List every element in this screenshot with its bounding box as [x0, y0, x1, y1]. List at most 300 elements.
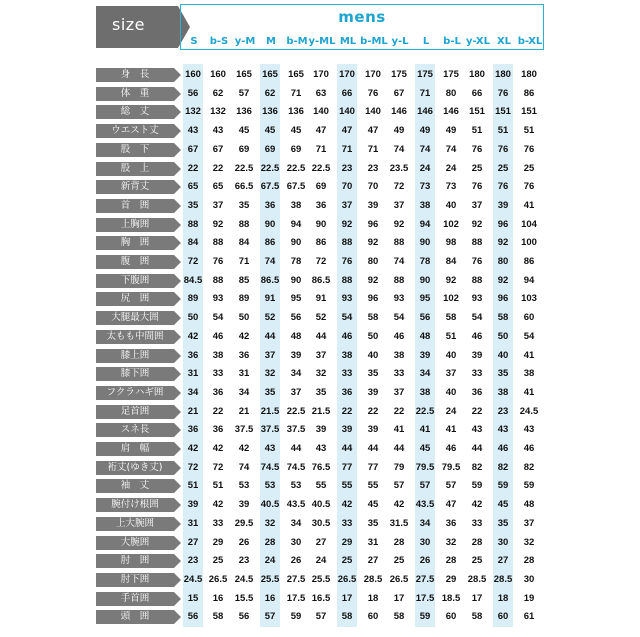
table-cell: 60: [523, 312, 535, 324]
row-label-text: 袖 丈: [120, 480, 150, 492]
table-cell: 45: [367, 499, 379, 511]
table-cell: 65: [187, 181, 199, 193]
table-cell: 45: [290, 125, 302, 137]
table-cell: 72: [212, 461, 224, 473]
table-cell: 175: [443, 69, 459, 80]
table-cell: 31: [367, 536, 379, 548]
size-label: size: [112, 15, 146, 34]
table-cell: 92: [367, 274, 379, 286]
table-cell: 76: [497, 181, 509, 193]
table-cell: 44: [367, 443, 379, 454]
table-cell: 50: [187, 312, 199, 324]
table-cell: 38: [419, 386, 431, 398]
row-label-text: 腕付け根囲: [111, 499, 159, 511]
table-cell: 136: [288, 106, 304, 118]
table-cell: 71: [341, 143, 353, 155]
table-cell: 19: [523, 592, 535, 604]
table-cell: 15.5: [234, 592, 254, 604]
table-cell: 26: [419, 555, 431, 567]
table-cell: 45: [497, 499, 509, 511]
table-cell: 92: [393, 218, 405, 230]
table-cell: 33: [393, 368, 405, 380]
table-cell: 58: [212, 611, 224, 623]
table-cell: 43: [187, 125, 199, 137]
table-cell: 94: [523, 274, 535, 286]
table-cell: 29.5: [234, 517, 254, 529]
row-label-text: 胸 囲: [120, 237, 150, 249]
table-cell: 160: [210, 69, 226, 80]
row-label: [96, 554, 174, 568]
table-cell: 39: [497, 199, 509, 211]
table-cell: 22: [367, 405, 379, 417]
row-label: [96, 292, 174, 306]
table-cell: 16: [212, 592, 224, 604]
table-cell: 35: [497, 517, 509, 529]
table-cell: 24: [315, 555, 327, 567]
table-cell: 53: [264, 480, 276, 492]
table-cell: 72: [187, 256, 199, 267]
table-cell: 43: [497, 424, 509, 436]
table-cell: 42: [187, 443, 199, 454]
table-cell: 67: [212, 143, 224, 155]
table-cell: 92: [445, 274, 457, 286]
table-cell: 44: [393, 443, 405, 454]
column-header: XL: [496, 36, 512, 47]
row-label: [96, 517, 174, 531]
table-cell: 32: [445, 536, 457, 548]
table-cell: 37.5: [286, 424, 306, 436]
row-label: [96, 87, 174, 101]
table-cell: 44: [315, 330, 327, 342]
table-cell: 34: [290, 517, 302, 529]
table-cell: 71: [315, 143, 327, 155]
table-cell: 96: [497, 293, 509, 305]
row-label: [96, 592, 174, 606]
table-cell: 49: [419, 125, 431, 137]
table-cell: 41: [445, 424, 457, 436]
row-label: [96, 442, 174, 456]
table-cell: 76: [497, 143, 509, 155]
table-cell: 90: [264, 218, 276, 230]
table-cell: 28: [393, 536, 405, 548]
table-cell: 84: [238, 237, 250, 249]
table-cell: 47: [445, 499, 457, 511]
table-cell: 27: [187, 536, 199, 548]
table-cell: 48: [523, 499, 535, 511]
table-cell: 93: [393, 293, 405, 305]
table-cell: 39: [315, 424, 327, 436]
table-cell: 43: [471, 424, 483, 436]
table-cell: 42: [238, 443, 250, 454]
table-cell: 79: [393, 461, 405, 473]
table-cell: 57: [264, 611, 276, 623]
table-cell: 96: [367, 293, 379, 305]
table-cell: 46: [445, 443, 457, 454]
row-label: [96, 386, 174, 400]
table-cell: 165: [262, 69, 278, 80]
table-cell: 71: [290, 87, 302, 99]
row-label-text: 膝上囲: [120, 349, 150, 361]
table-cell: 90: [290, 274, 302, 286]
table-cell: 51: [212, 480, 224, 492]
row-label: [96, 610, 174, 624]
row-label: [96, 479, 174, 493]
table-cell: 140: [365, 106, 381, 118]
row-label: [96, 423, 174, 437]
table-cell: 69: [315, 181, 327, 193]
table-cell: 35: [264, 386, 276, 398]
table-cell: 22: [187, 162, 199, 174]
table-cell: 37: [290, 386, 302, 398]
table-cell: 47: [341, 125, 353, 137]
table-cell: 36: [471, 386, 483, 398]
column-header: b-XL: [517, 36, 543, 47]
table-cell: 58: [393, 611, 405, 623]
table-cell: 21.5: [311, 405, 331, 417]
table-cell: 47: [315, 125, 327, 137]
table-cell: 56: [238, 611, 250, 623]
table-cell: 54: [523, 330, 535, 342]
table-cell: 79.5: [415, 461, 435, 473]
table-cell: 160: [185, 69, 201, 80]
table-cell: 16: [264, 592, 276, 604]
table-cell: 66.5: [234, 181, 254, 193]
table-cell: 67: [393, 87, 405, 99]
table-cell: 54: [471, 312, 483, 324]
table-cell: 23: [238, 555, 250, 567]
table-cell: 80: [497, 256, 509, 267]
row-label-text: 膝下囲: [120, 368, 150, 380]
table-cell: 180: [469, 69, 485, 80]
table-cell: 79.5: [441, 461, 461, 473]
table-cell: 51: [187, 480, 199, 492]
table-cell: 38: [393, 349, 405, 361]
column-header: b-ML: [360, 36, 388, 47]
column-header: L: [422, 36, 430, 47]
table-cell: 50: [367, 330, 379, 342]
row-label: [96, 143, 174, 157]
table-cell: 39: [367, 199, 379, 211]
table-cell: 22.5: [286, 162, 306, 174]
table-cell: 59: [419, 611, 431, 623]
table-cell: 88: [341, 274, 353, 286]
table-cell: 88: [471, 237, 483, 249]
table-cell: 74: [445, 143, 457, 155]
table-cell: 90: [290, 237, 302, 249]
column-header: y-XL: [466, 36, 490, 47]
table-cell: 93: [212, 293, 224, 305]
table-cell: 78: [290, 256, 302, 267]
table-cell: 66: [341, 87, 353, 99]
table-cell: 22.5: [260, 162, 280, 174]
table-cell: 88: [187, 218, 199, 230]
table-cell: 57: [315, 611, 327, 623]
table-cell: 42: [393, 499, 405, 511]
table-cell: 78: [419, 256, 431, 267]
table-cell: 86: [523, 87, 535, 99]
table-cell: 28: [264, 536, 276, 548]
table-cell: 71: [367, 143, 379, 155]
table-cell: 170: [365, 69, 381, 80]
table-cell: 90: [419, 237, 431, 249]
table-cell: 84: [187, 237, 199, 249]
table-cell: 42: [212, 499, 224, 511]
table-cell: 35: [367, 368, 379, 380]
row-label: [96, 236, 174, 250]
table-cell: 136: [236, 106, 252, 118]
table-cell: 146: [443, 106, 459, 118]
table-cell: 42: [471, 499, 483, 511]
table-cell: 55: [367, 480, 379, 492]
row-label-text: 大腿最大囲: [111, 312, 159, 324]
table-cell: 52: [315, 312, 327, 324]
table-cell: 31: [187, 517, 199, 529]
column-header: ML: [339, 36, 357, 47]
table-cell: 90: [315, 218, 327, 230]
table-cell: 26: [238, 536, 250, 548]
table-cell: 165: [236, 69, 252, 80]
table-cell: 28.5: [467, 573, 487, 585]
table-cell: 22.5: [311, 162, 331, 174]
table-cell: 21: [238, 405, 250, 417]
column-header: b-M: [286, 36, 308, 47]
table-cell: 74.5: [286, 461, 306, 473]
table-cell: 94: [290, 218, 302, 230]
table-cell: 67.5: [286, 181, 306, 193]
table-cell: 21: [187, 405, 199, 417]
table-cell: 46: [497, 443, 509, 454]
table-cell: 96: [367, 218, 379, 230]
table-cell: 93: [471, 293, 483, 305]
table-cell: 61: [523, 611, 535, 623]
table-cell: 58: [367, 312, 379, 324]
table-cell: 34: [419, 368, 431, 380]
table-cell: 53: [238, 480, 250, 492]
table-cell: 74.5: [260, 461, 280, 473]
table-cell: 45: [264, 125, 276, 137]
table-cell: 22: [393, 405, 405, 417]
table-cell: 102: [443, 218, 459, 230]
table-cell: 57: [419, 480, 431, 492]
table-cell: 41: [523, 199, 535, 211]
table-cell: 44: [471, 443, 483, 454]
table-cell: 37: [445, 368, 457, 380]
table-cell: 74: [393, 143, 405, 155]
table-cell: 36: [264, 199, 276, 211]
size-header: [96, 6, 178, 48]
row-label: [96, 124, 174, 138]
table-cell: 55: [315, 480, 327, 492]
row-label-text: 肩 幅: [120, 443, 150, 454]
table-cell: 66: [471, 87, 483, 99]
row-label-text: ウエスト丈: [111, 125, 159, 137]
row-label-text: 身 長: [120, 69, 150, 80]
mens-title: mens: [338, 8, 386, 26]
table-cell: 37: [523, 517, 535, 529]
table-cell: 43: [315, 443, 327, 454]
row-label: [96, 68, 174, 82]
table-cell: 92: [497, 237, 509, 249]
row-label-text: スネ長: [120, 424, 150, 436]
table-cell: 34: [187, 386, 199, 398]
table-cell: 31: [238, 368, 250, 380]
table-cell: 45: [238, 125, 250, 137]
table-cell: 73: [445, 181, 457, 193]
table-cell: 33: [471, 368, 483, 380]
table-cell: 43.5: [286, 499, 306, 511]
table-cell: 76: [497, 87, 509, 99]
row-label-text: 総 丈: [120, 106, 150, 118]
table-cell: 32: [315, 368, 327, 380]
table-cell: 33: [212, 368, 224, 380]
table-cell: 70: [367, 181, 379, 193]
table-cell: 25: [471, 555, 483, 567]
table-cell: 29: [341, 536, 353, 548]
table-cell: 132: [185, 106, 201, 118]
table-cell: 18: [497, 592, 509, 604]
table-cell: 93: [341, 293, 353, 305]
table-cell: 35: [367, 517, 379, 529]
table-cell: 92: [497, 274, 509, 286]
column-header: y-M: [234, 36, 256, 47]
table-cell: 18.5: [441, 592, 461, 604]
table-cell: 26.5: [208, 573, 228, 585]
table-cell: 17: [393, 592, 405, 604]
table-cell: 36: [445, 517, 457, 529]
table-cell: 41: [523, 386, 535, 398]
row-label: [96, 367, 174, 381]
row-label-text: 足首囲: [120, 405, 150, 417]
table-cell: 31.5: [389, 517, 409, 529]
table-cell: 82: [471, 461, 483, 473]
row-label: [96, 162, 174, 176]
table-cell: 27.5: [415, 573, 435, 585]
table-cell: 46: [523, 443, 535, 454]
table-cell: 175: [417, 69, 433, 80]
table-cell: 90: [419, 274, 431, 286]
table-cell: 55: [341, 480, 353, 492]
table-cell: 62: [212, 87, 224, 99]
table-cell: 36: [341, 386, 353, 398]
table-cell: 86: [264, 237, 276, 249]
table-cell: 62: [264, 87, 276, 99]
table-cell: 25: [393, 555, 405, 567]
table-cell: 23: [497, 405, 509, 417]
table-cell: 24: [445, 162, 457, 174]
table-cell: 56: [419, 312, 431, 324]
table-cell: 38: [523, 368, 535, 380]
table-cell: 102: [443, 293, 459, 305]
table-cell: 100: [521, 237, 537, 249]
table-cell: 86: [315, 237, 327, 249]
table-cell: 28: [471, 536, 483, 548]
row-label: [96, 573, 174, 587]
table-cell: 29: [445, 573, 457, 585]
row-label: [96, 105, 174, 119]
table-cell: 151: [521, 106, 537, 118]
table-cell: 151: [495, 106, 511, 118]
table-cell: 37: [393, 386, 405, 398]
table-cell: 35: [315, 386, 327, 398]
table-cell: 46: [471, 330, 483, 342]
table-cell: 76: [341, 256, 353, 267]
table-cell: 43.5: [415, 499, 435, 511]
table-cell: 91: [264, 293, 276, 305]
table-cell: 24: [264, 555, 276, 567]
table-cell: 32: [264, 368, 276, 380]
table-cell: 40: [445, 386, 457, 398]
table-cell: 23: [341, 162, 353, 174]
row-label-text: 上大腕囲: [115, 517, 154, 529]
table-cell: 39: [238, 499, 250, 511]
table-cell: 85: [238, 274, 250, 286]
table-cell: 44: [264, 330, 276, 342]
table-cell: 21.5: [260, 405, 280, 417]
table-cell: 60: [367, 611, 379, 623]
row-label-text: 新背丈: [120, 181, 150, 193]
table-cell: 17.5: [415, 592, 435, 604]
column-header: b-L: [443, 36, 461, 47]
table-cell: 23: [187, 555, 199, 567]
table-cell: 76: [471, 143, 483, 155]
table-cell: 74: [238, 461, 250, 473]
table-cell: 28.5: [493, 573, 513, 585]
column-header: y-L: [391, 36, 409, 47]
table-cell: 71: [419, 87, 431, 99]
table-cell: 24: [445, 405, 457, 417]
table-cell: 76: [523, 181, 535, 193]
table-cell: 40: [497, 349, 509, 361]
table-cell: 22.5: [415, 405, 435, 417]
table-cell: 37: [212, 199, 224, 211]
row-label: [96, 255, 174, 269]
table-cell: 92: [367, 237, 379, 249]
table-cell: 63: [315, 87, 327, 99]
table-cell: 38: [290, 199, 302, 211]
table-cell: 24: [419, 162, 431, 174]
table-cell: 49: [393, 125, 405, 137]
table-cell: 70: [341, 181, 353, 193]
row-label-text: 上胸囲: [120, 218, 150, 230]
table-cell: 24.5: [519, 405, 539, 417]
table-cell: 180: [495, 69, 511, 80]
table-cell: 41: [393, 424, 405, 436]
table-cell: 33: [212, 517, 224, 529]
table-cell: 53: [290, 480, 302, 492]
table-cell: 56: [187, 87, 199, 99]
table-cell: 60: [497, 611, 509, 623]
table-cell: 54: [341, 312, 353, 324]
table-cell: 22: [341, 405, 353, 417]
table-cell: 74: [393, 256, 405, 267]
table-cell: 86.5: [260, 274, 280, 286]
table-cell: 39: [367, 386, 379, 398]
table-cell: 36: [187, 424, 199, 436]
table-cell: 76: [471, 181, 483, 193]
table-cell: 50: [238, 312, 250, 324]
table-cell: 25.5: [260, 573, 280, 585]
table-cell: 35: [238, 199, 250, 211]
table-cell: 73: [419, 181, 431, 193]
table-cell: 38: [341, 349, 353, 361]
table-cell: 56: [290, 312, 302, 324]
table-cell: 41: [523, 349, 535, 361]
table-cell: 34: [419, 517, 431, 529]
table-cell: 84.5: [183, 274, 203, 286]
table-cell: 58: [445, 312, 457, 324]
table-cell: 51: [523, 125, 535, 137]
table-cell: 27: [315, 536, 327, 548]
